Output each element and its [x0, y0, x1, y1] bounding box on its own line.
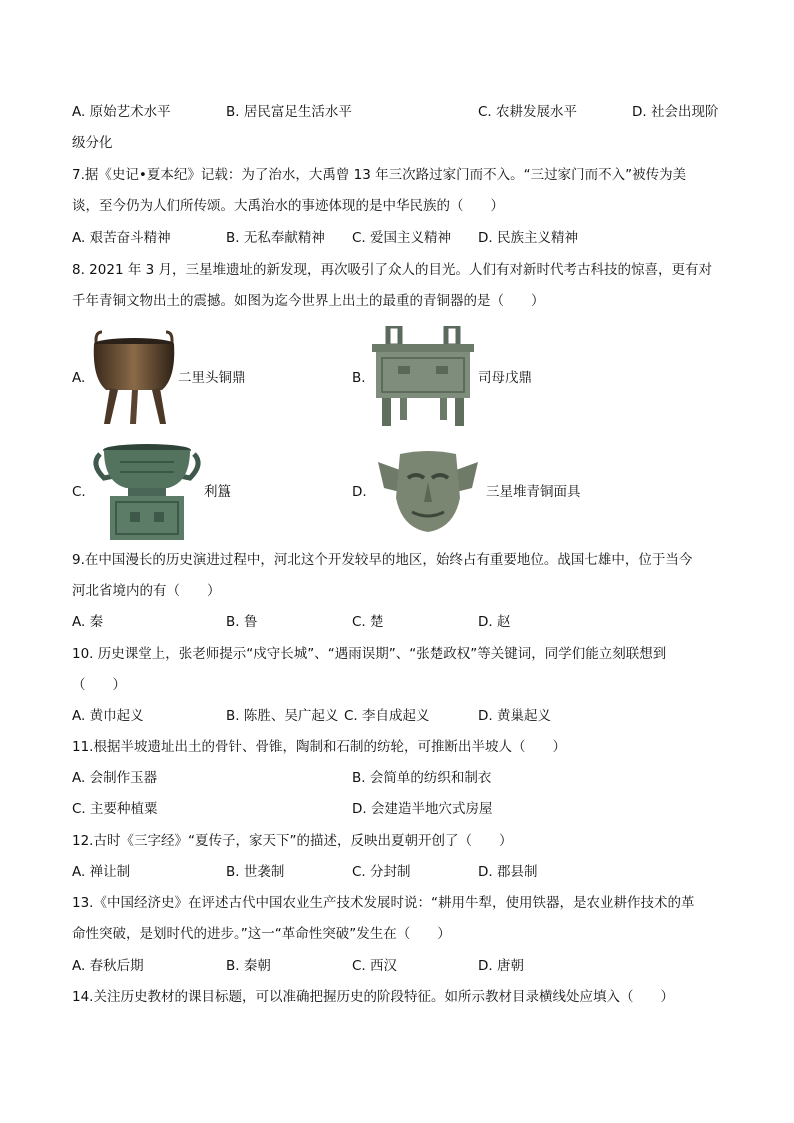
q13-stem-line2: 命性突破，是划时代的进步。”这一“革命性突破”发生在（ ）	[72, 926, 451, 942]
q11-option-a[interactable]: A. 会制作玉器	[72, 770, 158, 786]
q12-option-a[interactable]: A. 禅让制	[72, 864, 131, 880]
q14-stem-line1: 14.关注历史教材的课目标题，可以准确把握历史的阶段特征。如所示教材目录横线处应填入（ ）	[72, 989, 674, 1005]
q10-option-c[interactable]: C. 李自成起义	[344, 708, 430, 724]
q9-option-b[interactable]: B. 鲁	[226, 614, 258, 630]
q7-stem-line2: 谈，至今仍为人们所传颂。大禹治水的事迹体现的是中华民族的（ ）	[72, 198, 504, 214]
q13-option-a[interactable]: A. 春秋后期	[72, 958, 144, 974]
q10-stem-line2: （ ）	[72, 677, 126, 693]
q6-option-b[interactable]: B. 居民富足生活水平	[226, 104, 352, 120]
q12-option-b[interactable]: B. 世袭制	[226, 864, 285, 880]
q9-stem-line1: 9.在中国漫长的历史演进过程中，河北这个开发较早的地区，始终占有重要地位。战国七雄中，位于当今	[72, 552, 693, 568]
q7-option-d[interactable]: D. 民族主义精神	[478, 230, 578, 246]
q11-option-c[interactable]: C. 主要种植粟	[72, 801, 158, 817]
q8-option-a-label: 二里头铜鼎	[178, 370, 246, 386]
sanxingdui-mask-image	[370, 448, 486, 534]
q7-option-c[interactable]: C. 爱国主义精神	[352, 230, 452, 246]
q7-option-a[interactable]: A. 艰苦奋斗精神	[72, 230, 171, 246]
q10-option-b[interactable]: B. 陈胜、吴广起义	[226, 708, 339, 724]
q8-option-d-label: 三星堆青铜面具	[486, 484, 581, 500]
q12-stem-line1: 12.古时《三字经》“夏传子，家天下”的描述，反映出夏朝开创了（ ）	[72, 833, 513, 849]
q13-option-d[interactable]: D. 唐朝	[478, 958, 524, 974]
q6-option-d-cont: 级分化	[72, 135, 113, 151]
q8-option-c-label: 利簋	[204, 484, 231, 500]
q12-option-c[interactable]: C. 分封制	[352, 864, 411, 880]
q9-option-d[interactable]: D. 赵	[478, 614, 511, 630]
q13-option-b[interactable]: B. 秦朝	[226, 958, 271, 974]
q6-option-d[interactable]: D. 社会出现阶	[632, 104, 719, 120]
q7-option-b[interactable]: B. 无私奉献精神	[226, 230, 325, 246]
q9-option-c[interactable]: C. 楚	[352, 614, 384, 630]
q11-option-d[interactable]: D. 会建造半地穴式房屋	[352, 801, 493, 817]
q10-stem-line1: 10. 历史课堂上，张老师提示“戍守长城”、“遇雨误期”、“张楚政权”等关键词，同学们能立刻联想到	[72, 646, 667, 662]
q12-option-d[interactable]: D. 郡县制	[478, 864, 538, 880]
erlitou-ding-image	[88, 328, 180, 426]
q6-option-c[interactable]: C. 农耕发展水平	[478, 104, 578, 120]
q8-stem-line1: 8. 2021 年 3 月，三星堆遗址的新发现，再次吸引了众人的目光。人们有对新时代考古科技的惊喜，更有对	[72, 262, 712, 278]
q8-option-c-letter[interactable]: C.	[72, 484, 86, 500]
simuwu-ding-image	[368, 326, 478, 428]
q13-stem-line1: 13.《中国经济史》在评述古代中国农业生产技术发展时说：“耕用牛犁，使用铁器，是农业耕作技术的革	[72, 895, 695, 911]
q6-option-a[interactable]: A. 原始艺术水平	[72, 104, 171, 120]
q8-option-a-letter[interactable]: A.	[72, 370, 86, 386]
q13-option-c[interactable]: C. 西汉	[352, 958, 398, 974]
q7-stem-line1: 7.据《史记•夏本纪》记载：为了治水，大禹曾 13 年三次路过家门而不入。“三过家门而不入”被传为美	[72, 167, 687, 183]
q10-option-a[interactable]: A. 黄巾起义	[72, 708, 144, 724]
q11-option-b[interactable]: B. 会简单的纺织和制衣	[352, 770, 492, 786]
q8-stem-line2: 千年青铜文物出土的震撼。如图为迄今世界上出土的最重的青铜器的是（ ）	[72, 293, 545, 309]
li-gui-image	[90, 442, 204, 540]
q9-stem-line2: 河北省境内的有（ ）	[72, 583, 221, 599]
q10-option-d[interactable]: D. 黄巢起义	[478, 708, 551, 724]
q8-option-b-label: 司母戊鼎	[478, 370, 532, 386]
q11-stem-line1: 11.根据半坡遗址出土的骨针、骨锥，陶制和石制的纺轮，可推断出半坡人（ ）	[72, 739, 566, 755]
q9-option-a[interactable]: A. 秦	[72, 614, 104, 630]
q8-option-d-letter[interactable]: D.	[352, 484, 367, 500]
q8-option-b-letter[interactable]: B.	[352, 370, 366, 386]
